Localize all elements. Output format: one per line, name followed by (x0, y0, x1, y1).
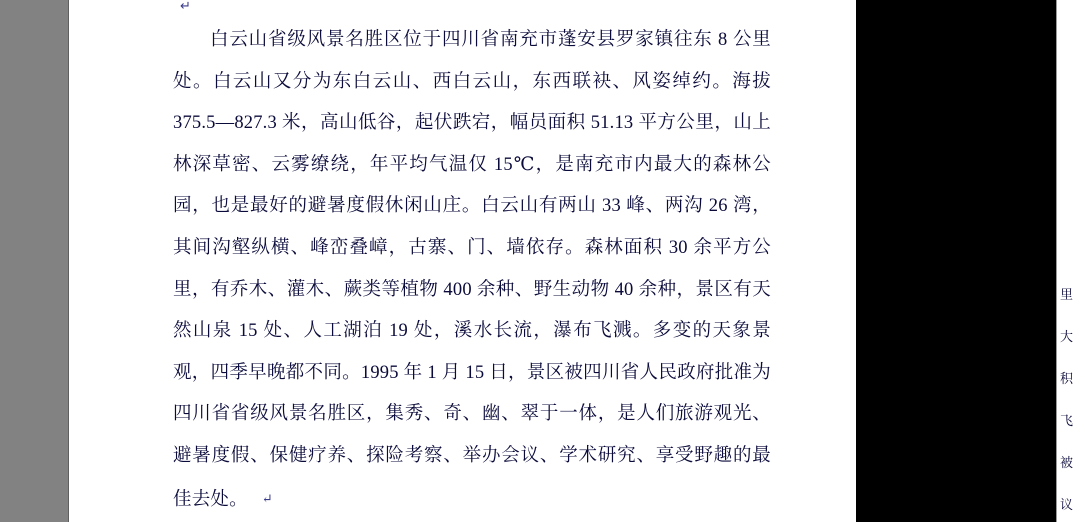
right-pane-line: 积 (1060, 371, 1074, 386)
right-pane-line: 里 (1060, 287, 1074, 302)
right-pane-line: 大 (1060, 329, 1074, 344)
document-page (68, 0, 856, 522)
body-paragraph (173, 20, 771, 521)
right-pane-line: 被 (1060, 455, 1074, 470)
top-paragraph-mark-icon: ↵ (180, 0, 191, 13)
document-body-text[interactable] (173, 20, 771, 521)
right-pane-line: 飞 (1060, 413, 1074, 428)
page-content-area (68, 0, 856, 522)
end-paragraph-mark-icon: ↵ (261, 490, 273, 506)
body-paragraph-text: 白云山省级风景名胜区位于四川省南充市蓬安县罗家镇往东 8 公里处。白云山又分为东白云山、西白云山，东西联袂、风姿绰约。海拔 375.5—827.3 米，高山低谷，起伏跌宕，幅员面积 51.13 平方公里，山上林深草密、云雾缭绕，年平均气温仅 15℃，是南充市内最大的森林公园，也是最好的避暑度假休闲山庄。白云山有两山 33 峰、两沟 26 湾，其间沟壑纵横、峰峦叠嶂，古寨、门、墙依存。森林面积 30 余平方公里，有乔木、灌木、蕨类等植物 400 余种、野生动物 40 余种，景区有天然山泉 15 处、人工湖泊 19 处，溪水长流，瀑布飞溅。多变的天象景观，四季早晚都不同。1995 年 1 月 15 日，景区被四川省人民政府批准为四川省省级风景名胜区，集秀、奇、幽、翠于一体，是人们旅游观光、避暑度假、保健疗养、探险考察、举办会议、学术研究、享受野趣的最佳去处。 (173, 30, 771, 510)
right-pane-page-sliver (1056, 0, 1085, 522)
right-side-pane (1056, 0, 1085, 522)
window-right-dark-area (856, 0, 1056, 522)
right-pane-line: 议 (1060, 497, 1074, 512)
document-left-gutter (0, 0, 68, 522)
